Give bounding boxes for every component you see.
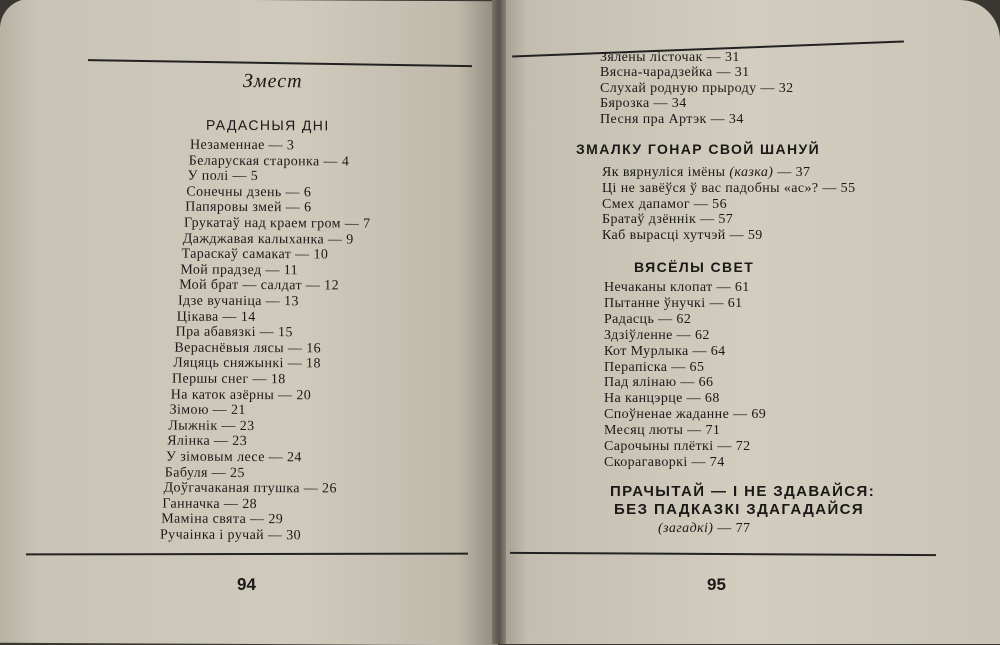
toc-entry: Ганначка — 28 [162,496,258,512]
toc-entry [602,181,855,197]
section-heading-radasnyya-dni: РАДАСНЫЯ ДНІ [206,116,330,134]
toc-entry: Мой прадзед — 11 [180,262,299,279]
top-rule-left [88,59,472,67]
bottom-rule-right [510,552,936,556]
toc-entry: Месяц люты — 71 [604,423,721,439]
left-page [0,0,498,645]
toc-entry: Слухай родную прыроду — 32 [600,80,794,96]
toc-entry: Зімою — 21 [169,402,246,419]
toc-entry-text: Братаў дзённік — 57 [602,212,734,228]
toc-entry: Лыжнік — 23 [168,418,255,434]
toc-entry: Незаменнае — 3 [190,137,295,154]
toc-entry: Зялёны лісточак — 31 [600,50,740,65]
toc-entry: Беларуская старонка — 4 [188,153,350,170]
toc-entry [602,228,763,244]
toc-entry: Ялінка — 23 [167,433,248,450]
toc-entry: Вераснёвыя лясы — 16 [174,340,322,357]
toc-entry: На каток азёрны — 20 [170,387,312,403]
toc-entry [602,165,810,181]
toc-entry: Пытанне ўнучкі — 61 [604,295,743,311]
toc-entry: Доўгачаканая птушка — 26 [163,480,337,497]
toc-entry: Сонечны дзень — 6 [186,184,312,201]
toc-entry: Цікава — 14 [176,309,256,325]
right-page [498,0,1000,644]
toc-entry-text: Як вярнуліся імёны [602,165,730,180]
toc-entry: Перапіска — 65 [604,359,705,375]
section-heading-prachytai: ПРАЧЫТАЙ — І НЕ ЗДАВАЙСЯ: [610,483,876,500]
toc-entry: Дажджавая калыханка — 9 [182,231,354,248]
toc-entry [602,197,727,213]
toc-entry: Песня пра Артэк — 34 [600,111,744,127]
toc-entry: Бярозка — 34 [600,96,687,112]
toc-entry: На канцэрце — 68 [604,391,720,407]
toc-entry-text: Каб вырасці хутчэй — 59 [602,228,763,244]
contents-title: Змест [243,69,303,93]
page-number-left: 94 [237,574,256,595]
toc-entry: Ідзе вучаніца — 13 [178,293,299,310]
toc-entry: Споўненае жаданне — 69 [604,407,767,423]
page-number-right: 95 [707,575,726,594]
toc-entry: Ляцяць сняжынкі — 18 [173,355,321,372]
toc-entry: Сарочыны плёткі — 72 [604,439,751,454]
toc-entry: Вясна-чарадзейка — 31 [600,65,750,81]
toc-entry: Здзіўленне — 62 [604,327,710,343]
toc-entry-page: — 37 [773,165,811,180]
toc-entry-text: Смех дапамог — 56 [602,196,727,212]
toc-entry: Радасць — 62 [604,311,692,327]
toc-entry: Маміна свята — 29 [161,511,284,528]
toc-entry: Бабуля — 25 [164,465,245,481]
toc-entry: Скорагаворкі — 74 [604,454,725,470]
toc-entry: Тараскаў самакат — 10 [181,246,329,263]
toc-entry: Пра абавязкі — 15 [175,324,293,341]
section-heading-bez-padkazki: БЕЗ ПАДКАЗКІ ЗДАГАДАЙСЯ [614,501,865,518]
section-heading-vyasyoly-svet: ВЯСЁЛЫ СВЕТ [634,259,755,275]
toc-entry: У полі — 5 [187,168,259,185]
toc-entry: Ручаінка і ручай — 30 [160,527,302,544]
toc-entry: Пад ялінаю — 66 [604,375,714,391]
book-gutter [492,0,506,644]
toc-entry-text: Ці не завёўся ў вас падобны «ас»? — 55 [602,180,856,196]
toc-entry-zagadki-italic: (загадкі) [658,521,714,536]
toc-entry [602,212,733,228]
toc-entry: Кот Мурлыка — 64 [604,343,726,359]
toc-entry: Папяровы змей — 6 [185,200,312,216]
toc-entry: У зімовым лесе — 24 [166,449,302,466]
toc-entry-zagadki [658,521,750,537]
toc-entry: Першы снег — 18 [172,371,286,388]
bottom-rule-left [26,553,468,555]
section-heading-zmalku: ЗМАЛКУ ГОНАР СВОЙ ШАНУЙ [576,141,821,157]
toc-entry: Мой брат — салдат — 12 [179,278,339,294]
toc-entry-zagadki-page: — 77 [713,521,751,536]
toc-entry: Нечаканы клопат — 61 [604,280,750,295]
toc-entry: Грукатаў над краем гром — 7 [184,215,371,232]
toc-entry-italic: (казка) [729,165,774,180]
